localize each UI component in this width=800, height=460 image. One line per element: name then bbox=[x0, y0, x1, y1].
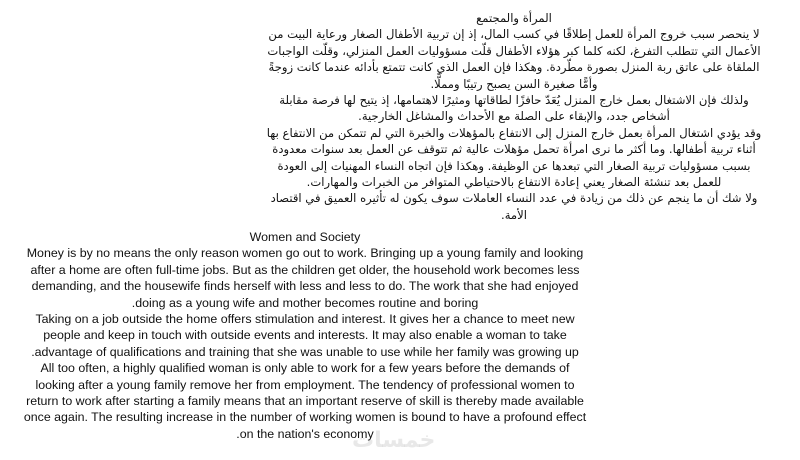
arabic-article bbox=[262, 10, 766, 223]
arabic-paragraph-3: وقد يؤدي اشتغال المرأة بعمل خارج المنزل إلى الانتفاع بالمؤهلات والخبرة التي لم تتمكن من الانتفاع بها أثناء تربية أطفالها. وما أكثر ما نرى امرأة تحمل مؤهلات عالية ثم تتوقف عن العمل بعد سنوات معدودة بسبب مسؤوليات تربية الصغار التي تبعدها عن الوظيفة. وهكذا فإن اتجاه النساء المهنيات إلى العودة للعمل بعد تنشئة الصغار يعني إعادة الانتفاع بالاحتياطي المتوافر من الخبرات والمهارات. bbox=[266, 125, 762, 190]
arabic-paragraph-2: ولذلك فإن الاشتغال بعمل خارج المنزل يُعَدّ حافزًا لطاقاتها ومثيرًا لاهتمامها، إذ يتيح لها فرصة مقابلة أشخاص جدد، والإبقاء على الصلة مع الأحداث والمشاغل الخارجية. bbox=[279, 93, 749, 124]
arabic-paragraph-4: ولا شك أن ما ينجم عن ذلك من زيادة في عدد النساء العاملات سوف يكون له تأثيره العميق في اقتصاد الأمة. bbox=[270, 191, 758, 222]
english-article bbox=[20, 229, 590, 442]
english-paragraph-3: All too often, a highly qualified woman is only able to work for a few years before the demands of looking after a young family remove her from employment. The tendency of professional women to return to work after starting a family means that an important reserve of skill is thereby made available once again. The resulting increase in the number of working women is bound to have a profound effect on the nation's economy. bbox=[23, 361, 587, 441]
khamsat-watermark: خمسات bbox=[352, 428, 436, 453]
arabic-title: المرأة والمجتمع bbox=[476, 11, 552, 25]
arabic-paragraph-1: لا ينحصر سبب خروج المرأة للعمل إطلاقًا في كسب المال، إذ إن تربية الأطفال الصغار ورعاية البيت من الأعمال التي تتطلب التفرغ، لكنه كلما كبر هؤلاء الأطفال قلّت مسؤوليات العمل المنزلي، وقلّت الواجبات الملقاة على عاتق ربة المنزل بصورة مطّردة. وهكذا فإن العمل الذي كانت تتمتع بأدائه عندما كانت زوجةً وأمًّا صغيرة السن يصبح رتيبًا ومملًّا. bbox=[267, 27, 761, 91]
english-title: Women and Society bbox=[249, 230, 361, 244]
english-paragraph-2: Taking on a job outside the home offers stimulation and interest. It gives her a chance to meet new people and keep in touch with outside events and interests. It may also enable a woman to take advantage of qualifications and training that she was unable to use while her family was growing up. bbox=[31, 312, 579, 359]
english-paragraph-1: Money is by no means the only reason women go out to work. Bringing up a young family and looking after a home are often full-time jobs. But as the children get older, the household work becomes less demanding, and the housewife finds herself with less and less to do. The work that she had enjoyed doing as a young wife and mother becomes routine and boring. bbox=[26, 246, 584, 310]
